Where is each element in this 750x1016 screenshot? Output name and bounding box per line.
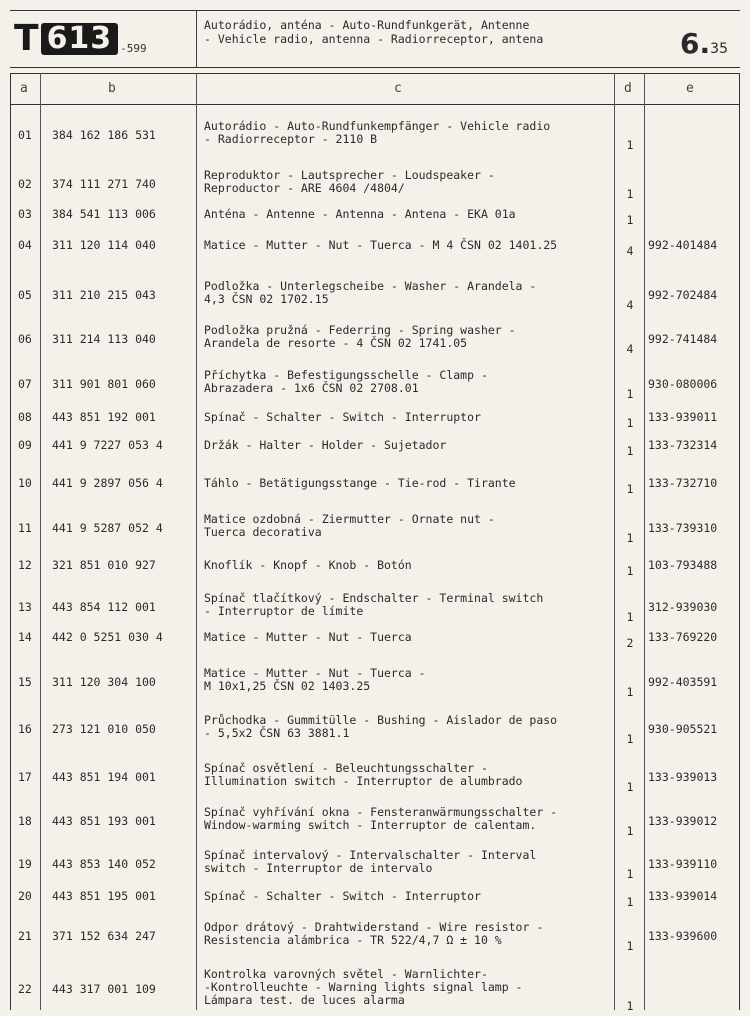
part-number: 443 851 193 001 xyxy=(52,813,156,828)
part-description: Spínač - Schalter - Switch - Interruptor xyxy=(204,889,481,903)
page-number xyxy=(680,27,728,60)
item-number: 09 xyxy=(18,438,32,452)
reference-code: 992-741484 xyxy=(648,331,718,346)
part-number: 442 0 5251 030 4 xyxy=(52,630,163,644)
reference-code: 133-769220 xyxy=(648,630,718,644)
part-description: Spínač vyhřívání okna - Fensteranwärmungsschalter - Window-warming switch - Interruptor de calentam. xyxy=(204,805,558,832)
reference-code: 133-939600 xyxy=(648,928,718,943)
quantity: 4 xyxy=(626,244,634,258)
part-number: 443 851 192 001 xyxy=(52,410,156,424)
reference-code: 312-939030 xyxy=(648,599,718,614)
part-number: 321 851 010 927 xyxy=(52,558,156,572)
column-divider xyxy=(614,73,615,1010)
item-number: 14 xyxy=(18,630,32,644)
item-number: 19 xyxy=(18,856,32,871)
logo-suffix: -599 xyxy=(120,42,147,55)
reference-code: 103-793488 xyxy=(648,558,718,572)
reference-code: 133-939110 xyxy=(648,856,718,871)
part-description: Spínač osvětlení - Beleuchtungsschalter - Illumination switch - Interruptor de alumbrado xyxy=(204,761,523,788)
quantity: 4 xyxy=(626,342,634,356)
item-number: 13 xyxy=(18,599,32,614)
part-number: 441 9 5287 052 4 xyxy=(52,520,163,535)
reference-code: 133-939013 xyxy=(648,769,718,784)
item-number: 01 xyxy=(18,127,32,142)
reference-code: 133-732710 xyxy=(648,476,718,490)
part-description: Matice ozdobná - Ziermutter - Ornate nut - Tuerca decorativa xyxy=(204,512,495,539)
quantity: 1 xyxy=(626,999,634,1013)
quantity: 1 xyxy=(626,138,634,152)
part-description: Knoflík - Knopf - Knob - Botón xyxy=(204,558,412,572)
column-header-c: c xyxy=(394,81,402,96)
part-description: Průchodka - Gummitülle - Bushing - Aislador de paso - 5,5x2 ČSN 63 3881.1 xyxy=(204,713,558,740)
item-number: 06 xyxy=(18,331,32,346)
item-number: 21 xyxy=(18,928,32,943)
item-number: 17 xyxy=(18,769,32,784)
quantity: 1 xyxy=(626,824,634,838)
reference-code: 133-939014 xyxy=(648,889,718,903)
part-description: Matice - Mutter - Nut - Tuerca - M 4 ČSN 02 1401.25 xyxy=(204,238,558,252)
part-number: 273 121 010 050 xyxy=(52,721,156,736)
item-number: 12 xyxy=(18,558,32,572)
quantity: 1 xyxy=(626,387,634,401)
column-header-b: b xyxy=(108,81,116,96)
part-description: Příchytka - Befestigungsschelle - Clamp - Abrazadera - 1x6 ČSN 02 2708.01 xyxy=(204,368,488,395)
item-number: 20 xyxy=(18,889,32,903)
part-number: 443 853 140 052 xyxy=(52,856,156,871)
column-divider xyxy=(196,73,197,1010)
table-border-right xyxy=(739,73,740,1010)
column-divider xyxy=(40,73,41,1010)
quantity: 2 xyxy=(626,636,634,650)
reference-code: 133-732314 xyxy=(648,438,718,452)
item-number: 22 xyxy=(18,982,32,996)
item-number: 02 xyxy=(18,176,32,191)
column-header-e: e xyxy=(686,81,694,96)
part-number: 311 214 113 040 xyxy=(52,331,156,346)
part-number: 443 317 001 109 xyxy=(52,982,156,996)
part-number: 374 111 271 740 xyxy=(52,176,156,191)
reference-code: 992-401484 xyxy=(648,238,718,252)
part-number: 441 9 7227 053 4 xyxy=(52,438,163,452)
quantity: 1 xyxy=(626,531,634,545)
item-number: 05 xyxy=(18,287,32,302)
part-number: 371 152 634 247 xyxy=(52,928,156,943)
item-number: 04 xyxy=(18,238,32,252)
part-description: Matice - Mutter - Nut - Tuerca xyxy=(204,630,412,644)
part-description: Autorádio - Auto-Rundfunkempfänger - Vehicle radio - Radiorreceptor - 2110 B xyxy=(204,119,551,146)
part-description: Kontrolka varovných světel - Warnlichter- -Kontrolleuchte - Warning lights signal lamp - Lámpara test. de luces alarma xyxy=(204,967,523,1007)
part-description: Držák - Halter - Holder - Sujetador xyxy=(204,438,447,452)
quantity: 1 xyxy=(626,939,634,953)
item-number: 07 xyxy=(18,376,32,391)
quantity: 1 xyxy=(626,732,634,746)
reference-code: 930-905521 xyxy=(648,721,718,736)
quantity: 1 xyxy=(626,780,634,794)
section-title: Autorádio, anténa - Auto-Rundfunkgerät, Antenne - Vehicle radio, antenna - Radiorreceptor, antena xyxy=(204,18,544,46)
part-description: Spínač tlačítkový - Endschalter - Terminal switch - Interruptor de límite xyxy=(204,591,544,618)
part-number: 311 120 304 100 xyxy=(52,674,156,689)
part-number: 384 541 113 006 xyxy=(52,207,156,221)
quantity: 1 xyxy=(626,867,634,881)
reference-code: 930-080006 xyxy=(648,376,718,391)
item-number: 10 xyxy=(18,476,32,490)
page-number-main: 6. xyxy=(680,27,711,60)
reference-code: 992-403591 xyxy=(648,674,718,689)
quantity: 1 xyxy=(626,482,634,496)
table-border-left xyxy=(10,73,11,1010)
quantity: 1 xyxy=(626,564,634,578)
quantity: 1 xyxy=(626,685,634,699)
quantity: 1 xyxy=(626,610,634,624)
page-number-sub: 35 xyxy=(710,41,728,57)
column-divider xyxy=(644,73,645,1010)
t613-logo xyxy=(14,18,147,59)
logo-letter: T xyxy=(14,18,37,59)
part-description: Matice - Mutter - Nut - Tuerca - M 10x1,25 ČSN 02 1403.25 xyxy=(204,666,426,693)
quantity: 4 xyxy=(626,298,634,312)
part-number: 443 851 195 001 xyxy=(52,889,156,903)
catalog-page xyxy=(10,10,740,1013)
item-number: 16 xyxy=(18,721,32,736)
item-number: 18 xyxy=(18,813,32,828)
page-header xyxy=(10,10,740,68)
part-number: 384 162 186 531 xyxy=(52,127,156,142)
column-header-d: d xyxy=(624,81,632,96)
part-number: 311 120 114 040 xyxy=(52,238,156,252)
column-header-row xyxy=(10,73,740,105)
quantity: 1 xyxy=(626,895,634,909)
quantity: 1 xyxy=(626,187,634,201)
part-description: Anténa - Antenne - Antenna - Antena - EKA 01a xyxy=(204,207,516,221)
reference-code: 133-939012 xyxy=(648,813,718,828)
quantity: 1 xyxy=(626,444,634,458)
item-number: 11 xyxy=(18,520,32,535)
part-description: Podložka - Unterlegscheibe - Washer - Arandela - 4,3 ČSN 02 1702.15 xyxy=(204,279,537,306)
logo-model: 613 xyxy=(41,23,119,55)
quantity: 1 xyxy=(626,213,634,227)
column-header-a: a xyxy=(20,81,28,96)
part-description: Spínač - Schalter - Switch - Interruptor xyxy=(204,410,481,424)
part-number: 443 851 194 001 xyxy=(52,769,156,784)
quantity: 1 xyxy=(626,416,634,430)
part-description: Táhlo - Betätigungsstange - Tie-rod - Tirante xyxy=(204,476,516,490)
item-number: 03 xyxy=(18,207,32,221)
header-divider xyxy=(196,11,197,67)
part-description: Spínač intervalový - Intervalschalter - Interval switch - Interruptor de intervalo xyxy=(204,848,537,875)
part-number: 441 9 2897 056 4 xyxy=(52,476,163,490)
reference-code: 133-939011 xyxy=(648,410,718,424)
part-number: 443 854 112 001 xyxy=(52,599,156,614)
reference-code: 133-739310 xyxy=(648,520,718,535)
part-number: 311 901 801 060 xyxy=(52,376,156,391)
part-description: Reproduktor - Lautsprecher - Loudspeaker - Reproductor - ARE 4604 /4804/ xyxy=(204,168,495,195)
item-number: 15 xyxy=(18,674,32,689)
item-number: 08 xyxy=(18,410,32,424)
reference-code: 992-702484 xyxy=(648,287,718,302)
part-description: Podložka pružná - Federring - Spring washer - Arandela de resorte - 4 ČSN 02 1741.05 xyxy=(204,323,516,350)
part-description: Odpor drátový - Drahtwiderstand - Wire resistor - Resistencia alámbrica - TR 522/4,7 Ω ± 10 % xyxy=(204,920,544,947)
part-number: 311 210 215 043 xyxy=(52,287,156,302)
